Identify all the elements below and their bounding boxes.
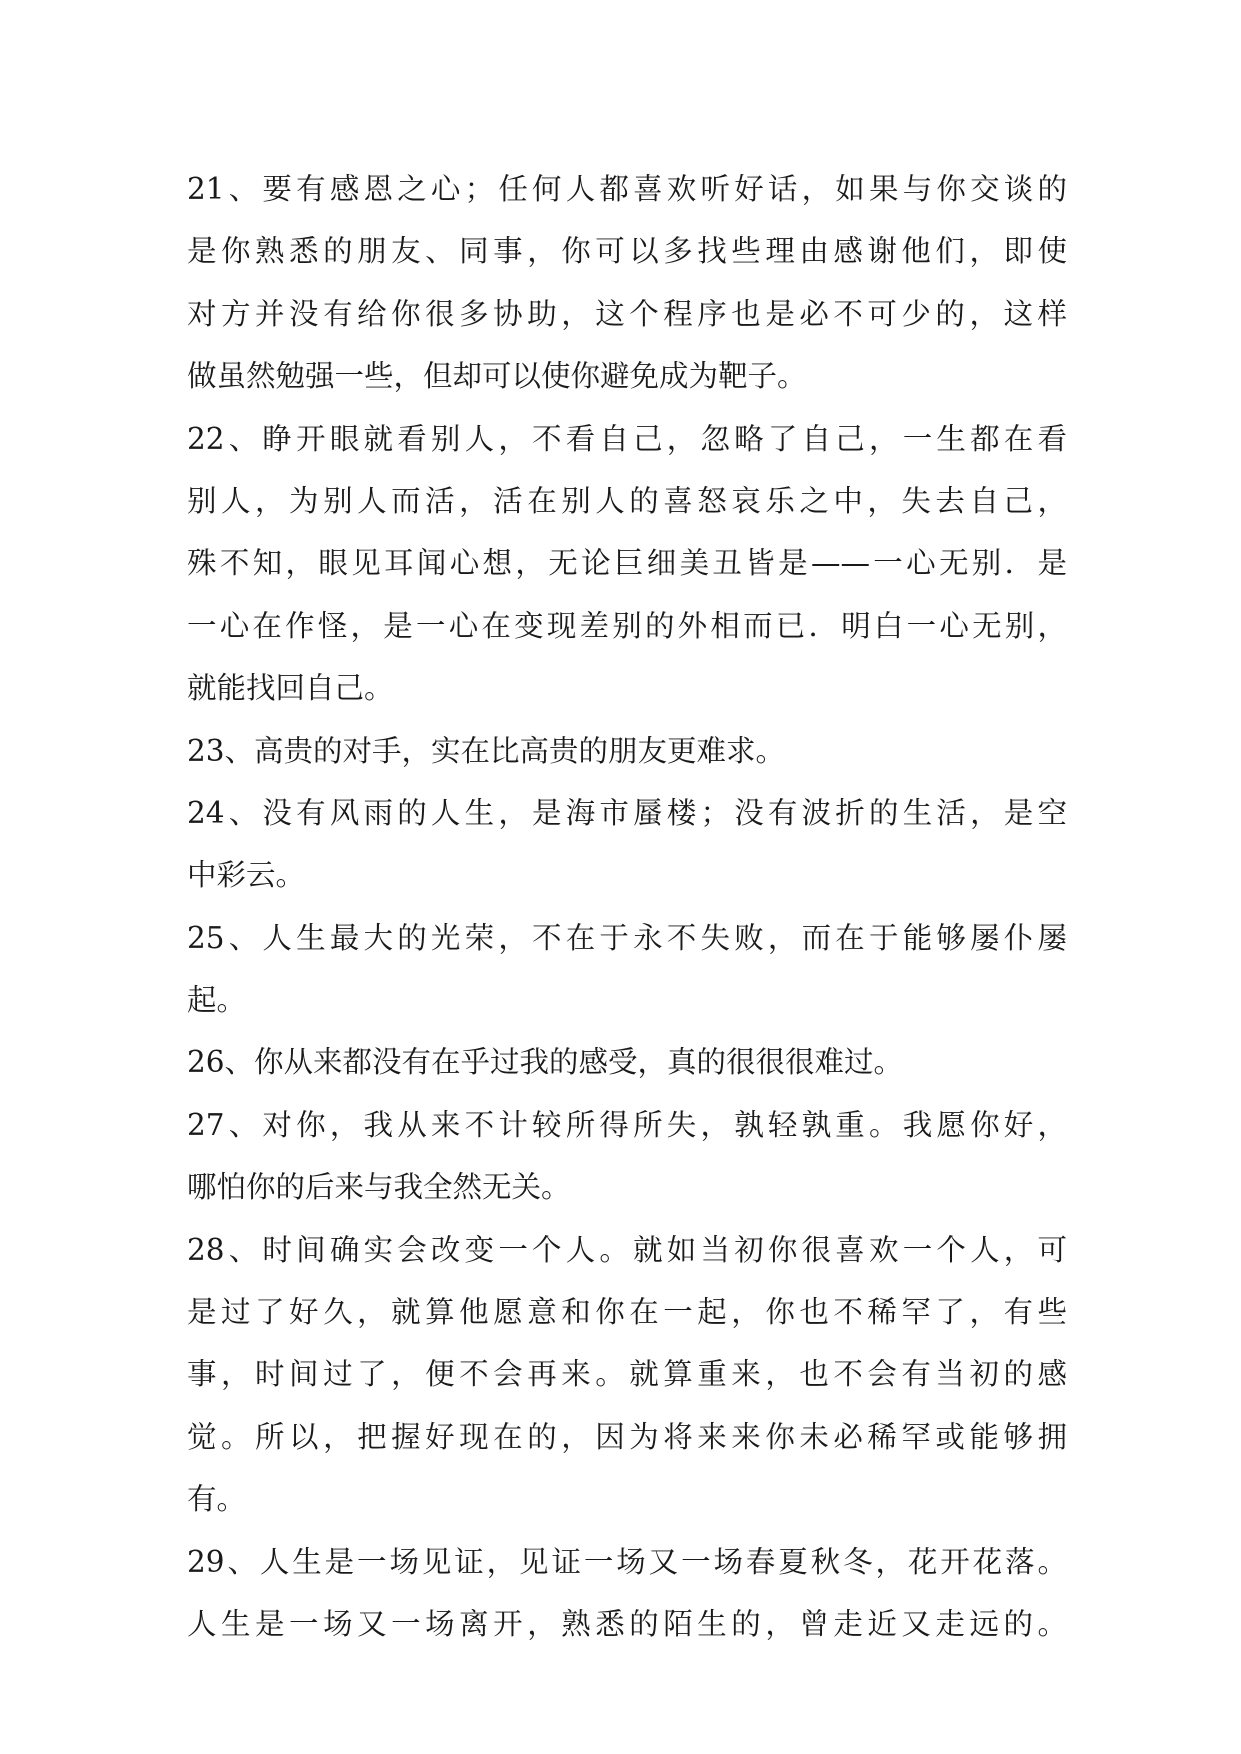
text-line: 殊不知，眼见耳闻心想，无论巨细美丑皆是——一心无别．是 (187, 546, 1067, 581)
paragraph-26 (187, 1031, 1067, 1093)
paragraph-27 (187, 1094, 1067, 1219)
text-line: 是你熟悉的朋友、同事，你可以多找些理由感谢他们，即使 (187, 234, 1067, 269)
paragraph-21 (187, 158, 1067, 408)
text-line: 21、要有感恩之心；任何人都喜欢听好话，如果与你交谈的 (187, 172, 1067, 206)
paragraph-24 (187, 782, 1067, 907)
text-line: 23、高贵的对手，实在比高贵的朋友更难求。 (187, 733, 786, 768)
text-line: 24、没有风雨的人生，是海市蜃楼；没有波折的生活，是空 (187, 795, 1067, 830)
text-line: 27、对你，我从来不计较所得所失，孰轻孰重。我愿你好， (187, 1107, 1067, 1142)
document-body (187, 158, 1067, 1655)
paragraph-25 (187, 907, 1067, 1032)
text-line: 觉。所以，把握好现在的，因为将来来你未必稀罕或能够拥 (187, 1419, 1067, 1454)
text-line: 25、人生最大的光荣，不在于永不失败，而在于能够屡仆屡 (187, 920, 1067, 955)
text-line: 是过了好久，就算他愿意和你在一起，你也不稀罕了，有些 (187, 1295, 1067, 1330)
paragraph-29 (187, 1531, 1067, 1656)
text-line: 事，时间过了，便不会再来。就算重来，也不会有当初的感 (187, 1357, 1067, 1392)
text-line: 中彩云。 (187, 858, 306, 893)
text-line: 起。 (187, 983, 247, 1018)
text-line: 一心在作怪，是一心在变现差别的外相而已．明白一心无别， (187, 608, 1067, 643)
paragraph-22 (187, 408, 1067, 720)
paragraph-23 (187, 720, 1067, 782)
text-line: 做虽然勉强一些，但却可以使你避免成为靶子。 (187, 359, 807, 394)
text-line: 22、睁开眼就看别人，不看自己，忽略了自己，一生都在看 (187, 421, 1067, 456)
text-line: 28、时间确实会改变一个人。就如当初你很喜欢一个人，可 (187, 1232, 1067, 1267)
text-line: 29、人生是一场见证，见证一场又一场春夏秋冬，花开花落。 (187, 1544, 1067, 1579)
text-line: 对方并没有给你很多协助，这个程序也是必不可少的，这样 (187, 296, 1067, 331)
text-line: 人生是一场又一场离开，熟悉的陌生的，曾走近又走远的。 (187, 1606, 1067, 1641)
text-line: 哪怕你的后来与我全然无关。 (187, 1170, 571, 1205)
text-line: 就能找回自己。 (187, 671, 394, 706)
text-line: 26、你从来都没有在乎过我的感受，真的很很很难过。 (187, 1045, 904, 1080)
text-line: 别人，为别人而活，活在别人的喜怒哀乐之中，失去自己， (187, 483, 1067, 518)
text-line: 有。 (187, 1482, 247, 1517)
paragraph-28 (187, 1219, 1067, 1531)
